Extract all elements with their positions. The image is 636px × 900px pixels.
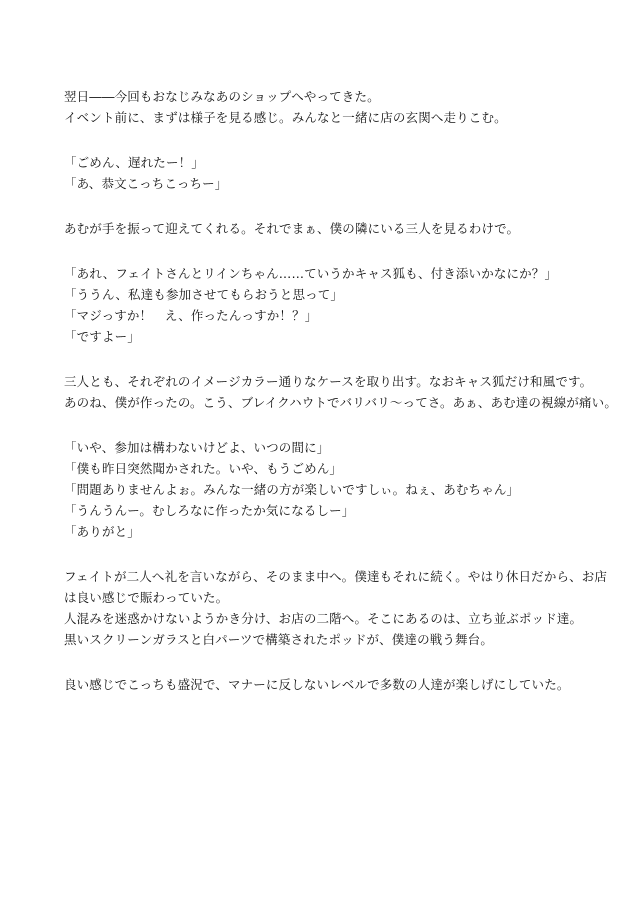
dialogue-line: 「ううん、私達も参加させてもらおうと思って」 [64, 287, 344, 302]
paragraph-gap [64, 542, 584, 566]
dialogue-line: 「マジっすか！ え、作ったんっすか！？」 [64, 308, 318, 323]
paragraph [64, 152, 584, 194]
dialogue-line: 「僕も昨日突然聞かされた。いや、もうごめん」 [64, 461, 343, 476]
text-line: 良い感じでこっちも盛況で、マナーに反しないレベルで多数の人達が楽しげにしていた。 [64, 677, 570, 692]
document-body [64, 86, 617, 695]
dialogue-line: 「ですよー」 [64, 329, 140, 344]
paragraph-gap [64, 650, 584, 674]
paragraph [64, 566, 608, 650]
paragraph-gap [64, 413, 584, 437]
text-line: 人混みを迷惑かけないようかき分け、お店の二階へ。そこにあるのは、立ち並ぶポッド達。 [64, 611, 583, 626]
text-line: あむが手を振って迎えてくれる。それでまぁ、僕の隣にいる三人を見るわけで。 [64, 221, 520, 236]
paragraph [64, 437, 584, 542]
paragraph-gap [64, 347, 584, 371]
text-line: あのね、僕が作ったの。こう、ブレイクハウトでバリバリ～ってさ。あぁ、あむ達の視線が痛い。 [64, 395, 617, 410]
paragraph-gap [64, 194, 584, 218]
text-line: イベント前に、まずは様子を見る感じ。みんなと一緒に店の玄関へ走りこむ。 [64, 110, 507, 125]
dialogue-line: 「問題ありませんよぉ。みんな一緒の方が楽しいですしぃ。ねぇ、あむちゃん」 [64, 482, 520, 497]
text-line: 黒いスクリーンガラスと白パーツで構築されたポッドが、僕達の戦う舞台。 [64, 632, 493, 647]
paragraph [64, 674, 584, 695]
paragraph [64, 371, 617, 413]
dialogue-line: 「ありがと」 [64, 524, 140, 539]
dialogue-line: 「ごめん、遅れたー！」 [64, 155, 204, 170]
text-line: 三人とも、それぞれのイメージカラー通りなケースを取り出す。なおキャス狐だけ和風です。 [64, 374, 593, 389]
text-line: は良い感じで賑わっていた。 [64, 590, 229, 605]
text-line: 翌日――今回もおなじみなあのショップへやってきた。 [64, 89, 380, 104]
paragraph [64, 218, 584, 239]
paragraph-gap [64, 239, 584, 263]
dialogue-line: 「あれ、フェイトさんとリインちゃん……ていうかキャス狐も、付き添いかなにか？」 [64, 266, 558, 281]
dialogue-line: 「あ、恭文こっちこっちー」 [64, 176, 228, 191]
dialogue-line: 「いや、参加は構わないけどよ、いつの間に」 [64, 440, 330, 455]
paragraph [64, 263, 584, 347]
text-line: フェイトが二人へ礼を言いながら、そのまま中へ。僕達もそれに続く。やはり休日だから、お店 [64, 569, 608, 584]
paragraph [64, 86, 584, 128]
paragraph-gap [64, 128, 584, 152]
dialogue-line: 「うんうんー。むしろなに作ったか気になるしー」 [64, 503, 355, 518]
